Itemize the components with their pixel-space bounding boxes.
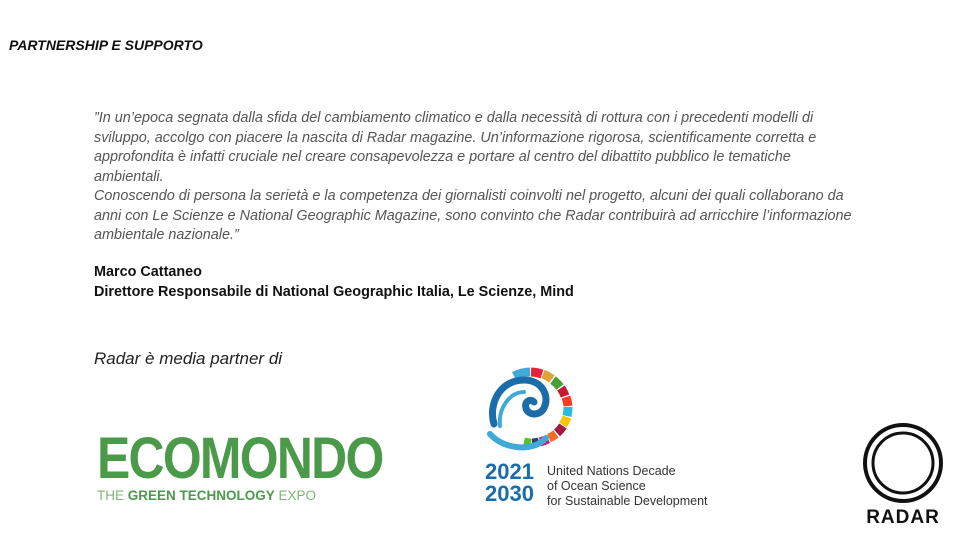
media-partner-intro: Radar è media partner di bbox=[94, 349, 283, 368]
decade-description: United Nations Decade of Ocean Science for Sustainable Development bbox=[547, 464, 708, 508]
page-title: PARTNERSHIP E SUPPORTO bbox=[9, 37, 203, 53]
ecomondo-tagline: THE GREEN TECHNOLOGY EXPO bbox=[97, 488, 317, 503]
author-role: Direttore Responsabile di National Geographic Italia, Le Scienze, Mind bbox=[94, 284, 574, 300]
radar-wordmark: RADAR bbox=[866, 507, 940, 528]
ocean-wave-icon bbox=[484, 364, 576, 456]
ocean-decade-logo bbox=[484, 364, 734, 514]
ecomondo-logo bbox=[97, 426, 383, 503]
quote-paragraph-2: Conoscendo di persona la serietà e la competenza dei giornalisti coinvolti nel progetto, alcuni dei quali collaborano da anni con Le Scienze e National Geographic Magazine, sono convinto che Radar contribuirà ad arricchire l’informazione ambientale nazionale.” bbox=[94, 188, 852, 243]
ecomondo-wordmark: ECOMONDO bbox=[97, 426, 383, 491]
radar-logo bbox=[858, 422, 948, 532]
quote-author bbox=[94, 262, 574, 302]
radar-circle-icon bbox=[858, 422, 948, 506]
decade-years: 2021 2030 bbox=[485, 459, 534, 506]
testimonial-quote bbox=[94, 109, 854, 246]
quote-paragraph-1: ”In un’epoca segnata dalla sfida del cambiamento climatico e dalla necessità di rottura con i precedenti modelli di sviluppo, accolgo con piacere la nascita di Radar magazine. Un’informazione rigorosa, scientificamente corretta e approfondita è infatti cruciale nel creare consapevolezza e portare al centro del dibattito pubblico le tematiche ambientali. bbox=[94, 110, 817, 185]
author-name: Marco Cattaneo bbox=[94, 264, 202, 280]
